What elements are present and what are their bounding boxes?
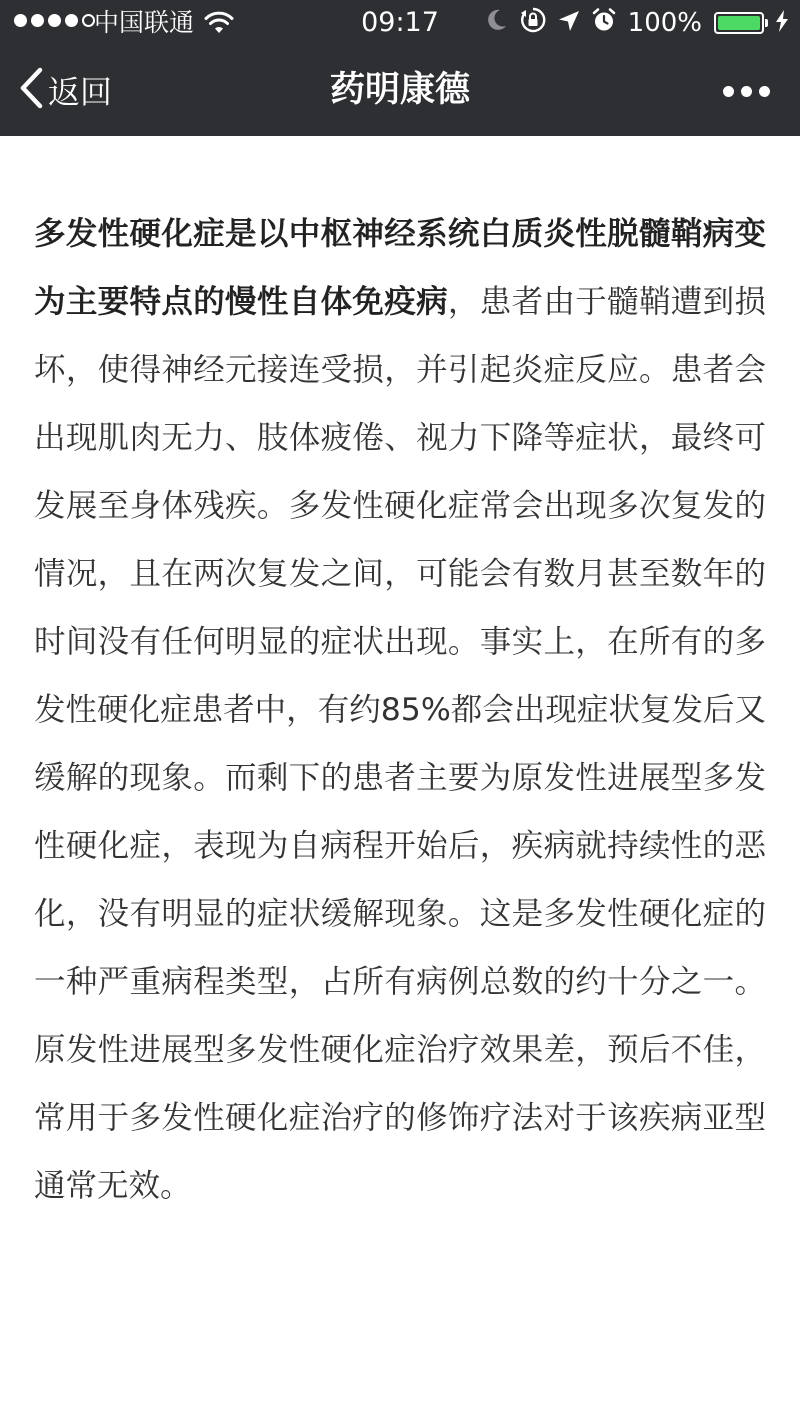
more-dot <box>723 86 734 97</box>
status-icons <box>486 7 788 39</box>
rotation-lock-icon <box>520 7 546 39</box>
carrier-name: 中国联通 <box>94 8 195 37</box>
alarm-icon <box>592 8 616 38</box>
navigation-bar <box>0 46 800 136</box>
article-bold-lead: 多发性硬化症是以中枢神经系统白质炎性脱髓鞘病变为主要特点的慢性自体免疫病 <box>34 216 766 320</box>
battery-fill <box>718 16 760 30</box>
page-title: 药明康德 <box>329 70 470 110</box>
status-bar <box>0 0 800 46</box>
back-label: 返回 <box>48 73 113 111</box>
header <box>0 0 800 136</box>
article-paragraph <box>34 200 766 1220</box>
more-dots-icon[interactable] <box>723 86 770 97</box>
battery-percent: 100% <box>627 8 702 38</box>
location-arrow-icon <box>558 9 580 38</box>
more-dot <box>741 86 752 97</box>
charging-bolt-icon <box>776 9 788 38</box>
battery-icon <box>714 12 764 34</box>
article-body-text: ，患者由于髓鞘遭到损坏，使得神经元接连受损，并引起炎症反应。患者会出现肌肉无力、肢体疲倦、视力下降等症状，最终可发展至身体残疾。多发性硬化症常会出现多次复发的情况，且在两次复发之间，可能会有数月甚至数年的时间没有任何明显的症状出现。事实上，在所有的多发性硬化症患者中，有约85%都会出现症状复发后又缓解的现象。而剩下的患者主要为原发性进展型多发性硬化症，表现为自病程开始后，疾病就持续性的恶化，没有明显的症状缓解现象。这是多发性硬化症的一种严重病程类型，占所有病例总数的约十分之一。原发性进展型多发性硬化症治疗效果差，预后不佳，常用于多发性硬化症治疗的修饰疗法对于该疾病亚型通常无效。 <box>34 284 766 1204</box>
more-dot <box>759 86 770 97</box>
moon-icon <box>486 8 508 38</box>
clock: 09:17 <box>361 7 439 38</box>
